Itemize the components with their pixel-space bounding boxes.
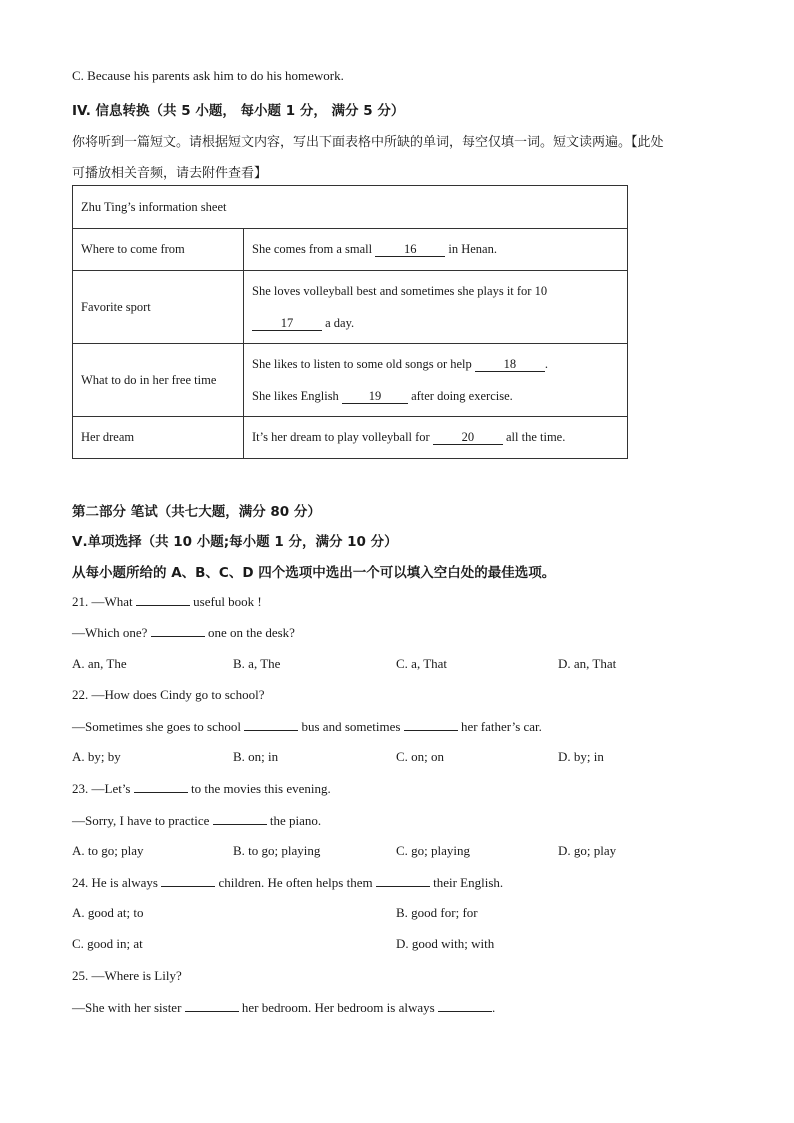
q-text: —Sorry, I have to practice bbox=[72, 813, 210, 828]
blank-20[interactable]: 20 bbox=[433, 430, 503, 445]
row-text: all the time. bbox=[505, 430, 566, 444]
answer-blank[interactable] bbox=[376, 874, 430, 887]
info-table bbox=[72, 185, 628, 459]
q-text: useful book ! bbox=[193, 594, 262, 609]
section4-title: IV. 信息转换（共 5 小题， 每小题 1 分， 满分 5 分） bbox=[72, 103, 405, 119]
q-text: —She with her sister bbox=[72, 1000, 182, 1015]
blank-18[interactable]: 18 bbox=[475, 357, 545, 372]
option-d[interactable]: D. good with; with bbox=[396, 936, 495, 951]
answer-blank[interactable] bbox=[438, 999, 492, 1012]
q-text: to the movies this evening. bbox=[191, 781, 331, 796]
option-a[interactable]: A. good at; to bbox=[72, 905, 144, 920]
answer-blank[interactable] bbox=[161, 874, 215, 887]
table-row bbox=[73, 344, 628, 417]
answer-blank[interactable] bbox=[136, 593, 190, 606]
blank-19[interactable]: 19 bbox=[342, 389, 408, 404]
option-b[interactable]: B. good for; for bbox=[396, 905, 478, 920]
row-label: Where to come from bbox=[73, 229, 244, 271]
option-c[interactable]: C. go; playing bbox=[396, 843, 471, 858]
row-content bbox=[244, 417, 628, 459]
option-d[interactable]: D. by; in bbox=[558, 749, 604, 764]
option-c[interactable]: C. on; on bbox=[396, 749, 445, 764]
q-text: 24. He is always bbox=[72, 875, 158, 890]
row-text: . bbox=[544, 357, 549, 371]
blank-16[interactable]: 16 bbox=[375, 242, 445, 257]
answer-blank[interactable] bbox=[213, 812, 267, 825]
question-22: 22. —How does Cindy go to school? bbox=[72, 687, 265, 702]
question-25-reply bbox=[72, 999, 495, 1016]
answer-blank[interactable] bbox=[404, 718, 458, 731]
table-header: Zhu Ting’s information sheet bbox=[73, 186, 628, 229]
row-label: Favorite sport bbox=[73, 271, 244, 344]
row-text: in Henan. bbox=[448, 242, 497, 256]
row-text: She likes English bbox=[252, 389, 339, 403]
row-text: after doing exercise. bbox=[411, 389, 513, 403]
row-label: What to do in her free time bbox=[73, 344, 244, 417]
answer-blank[interactable] bbox=[244, 718, 298, 731]
q-text: —Sometimes she goes to school bbox=[72, 719, 241, 734]
q-text: her bedroom. Her bedroom is always bbox=[241, 1000, 435, 1015]
q-text: bus and sometimes bbox=[301, 719, 401, 734]
option-a[interactable]: A. an, The bbox=[72, 656, 127, 671]
row-text: She likes to listen to some old songs or help bbox=[252, 357, 472, 371]
option-b[interactable]: B. on; in bbox=[233, 749, 279, 764]
row-label: Her dream bbox=[73, 417, 244, 459]
q-text: . bbox=[491, 1000, 496, 1015]
row-text: She comes from a small bbox=[252, 242, 373, 256]
section5-title: Ⅴ.单项选择（共 10 小题;每小题 1 分，满分 10 分） bbox=[72, 534, 398, 550]
row-content bbox=[244, 271, 628, 344]
section5-instruction: 从每小题所给的 A、B、C、D 四个选项中选出一个可以填入空白处的最佳选项。 bbox=[72, 565, 556, 581]
question-21 bbox=[72, 593, 262, 610]
option-d[interactable]: D. an, That bbox=[558, 656, 617, 671]
q-text: children. He often helps them bbox=[218, 875, 373, 890]
part2-title: 第二部分 笔试（共七大题，满分 80 分） bbox=[72, 504, 321, 520]
table-row bbox=[73, 229, 628, 271]
row-text: It’s her dream to play volleyball for bbox=[252, 430, 430, 444]
question-24 bbox=[72, 874, 503, 891]
q-text: the piano. bbox=[269, 813, 322, 828]
section4-instruction-2: 可播放相关音频，请去附件查看】 bbox=[72, 166, 268, 181]
section4-instruction-1: 你将听到一篇短文。请根据短文内容，写出下面表格中所缺的单词，每空仅填一词。短文读两遍。【此处 bbox=[72, 135, 664, 150]
row-content bbox=[244, 344, 628, 417]
answer-blank[interactable] bbox=[134, 780, 188, 793]
q-text: their English. bbox=[433, 875, 504, 890]
option-c[interactable]: C. a, That bbox=[396, 656, 448, 671]
question-23 bbox=[72, 780, 331, 797]
question-23-reply bbox=[72, 812, 321, 829]
question-21-reply bbox=[72, 624, 295, 641]
q-text: —Which one? bbox=[72, 625, 148, 640]
option-c[interactable]: C. good in; at bbox=[72, 936, 143, 951]
row-content bbox=[244, 229, 628, 271]
q-text: her father’s car. bbox=[460, 719, 542, 734]
blank-17[interactable]: 17 bbox=[252, 316, 322, 331]
answer-blank[interactable] bbox=[185, 999, 239, 1012]
answer-blank[interactable] bbox=[151, 624, 205, 637]
table-row bbox=[73, 417, 628, 459]
q-text: 23. —Let’s bbox=[72, 781, 131, 796]
option-b[interactable]: B. to go; playing bbox=[233, 843, 321, 858]
q-text: one on the desk? bbox=[207, 625, 295, 640]
top-option-c: C. Because his parents ask him to do his homework. bbox=[72, 68, 344, 83]
table-row bbox=[73, 271, 628, 344]
q-text: 21. —What bbox=[72, 594, 133, 609]
question-22-reply bbox=[72, 718, 542, 735]
row-text: She loves volleyball best and sometimes she plays it for 10 bbox=[252, 284, 548, 298]
question-25: 25. —Where is Lily? bbox=[72, 968, 182, 983]
option-b[interactable]: B. a, The bbox=[233, 656, 281, 671]
row-text: a day. bbox=[325, 316, 355, 330]
option-a[interactable]: A. by; by bbox=[72, 749, 121, 764]
option-d[interactable]: D. go; play bbox=[558, 843, 617, 858]
option-a[interactable]: A. to go; play bbox=[72, 843, 144, 858]
